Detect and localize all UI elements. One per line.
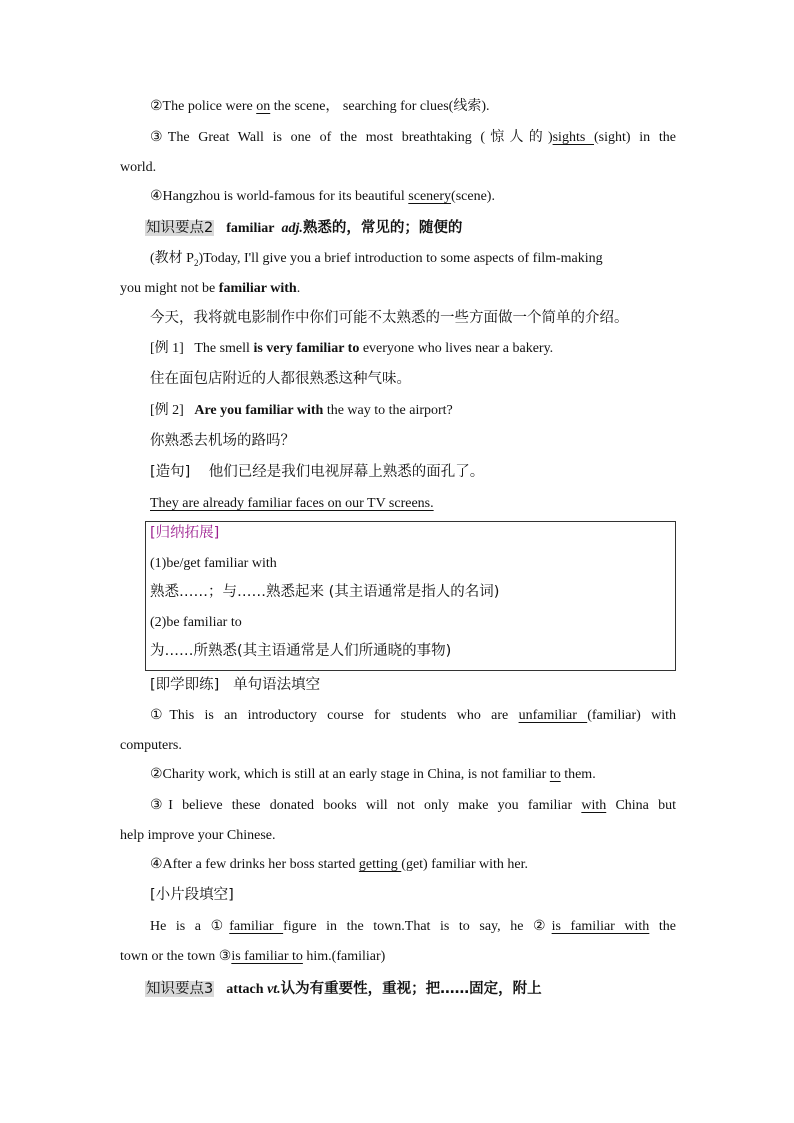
textbook-source bbox=[150, 249, 676, 273]
fill-line-1 bbox=[150, 917, 676, 937]
key-phrase: familiar with bbox=[218, 281, 297, 296]
sentence-3 bbox=[150, 128, 676, 148]
text: figure in the town.That is to say, he ② bbox=[283, 919, 552, 934]
part-of-speech: adj. bbox=[281, 221, 303, 236]
practice-q3 bbox=[150, 796, 676, 816]
answer: on bbox=[256, 99, 271, 114]
text: the scene， searching for clues(线索). bbox=[270, 99, 490, 114]
text: ①This is an introductory course for students who are bbox=[150, 708, 519, 723]
text: ②Charity work, which is still at an early stage in China, is not familiar bbox=[150, 767, 550, 782]
text: The smell bbox=[194, 341, 254, 356]
answer: is familiar to bbox=[231, 949, 303, 964]
text: the way to the airport? bbox=[323, 403, 453, 418]
example-tag: [例 1] bbox=[150, 341, 184, 356]
textbook-source-cont bbox=[120, 279, 676, 299]
answer: sights bbox=[552, 130, 595, 145]
point-tag: 知识要点3 bbox=[146, 981, 214, 997]
key-phrase: is very familiar to bbox=[253, 341, 360, 356]
example-1-translation: 住在面包店附近的人都很熟悉这种气味。 bbox=[150, 371, 411, 387]
text: China but bbox=[606, 798, 676, 813]
make-sentence-prompt: 他们已经是我们电视屏幕上熟悉的面孔了。 bbox=[208, 464, 485, 480]
summary-item-1-cn: 熟悉……；与……熟悉起来 (其主语通常是指人的名词) bbox=[150, 584, 500, 600]
textbook-translation: 今天，我将就电影制作中你们可能不太熟悉的一些方面做一个简单的介绍。 bbox=[150, 310, 629, 326]
knowledge-point-2-heading bbox=[145, 218, 701, 239]
sentence-making-answer bbox=[150, 494, 676, 514]
example-1 bbox=[150, 339, 676, 359]
text: (教材 P bbox=[150, 251, 194, 266]
summary-item-2-cn: 为……所熟悉(其主语通常是人们所通晓的事物) bbox=[150, 643, 452, 659]
answer: to bbox=[549, 767, 561, 782]
meaning: 熟悉的，常见的；随便的 bbox=[302, 220, 463, 236]
text: (sight) in the bbox=[594, 130, 676, 145]
text: . bbox=[296, 281, 301, 296]
fill-heading: [小片段填空] bbox=[150, 887, 234, 903]
make-sentence-tag: [造句] bbox=[150, 464, 191, 480]
text: them. bbox=[560, 767, 596, 782]
text: ③The Great Wall is one of the most breathtaking (惊人的) bbox=[150, 130, 553, 145]
text: ④After a few drinks her boss started bbox=[150, 857, 359, 872]
text: the bbox=[649, 919, 676, 934]
summary-item-2: (2)be familiar to bbox=[150, 615, 242, 630]
practice-q2 bbox=[150, 765, 676, 785]
text: ④Hangzhou is world-famous for its beautiful bbox=[150, 189, 409, 204]
example-2 bbox=[150, 401, 676, 421]
text: him.(familiar) bbox=[302, 949, 386, 964]
answer: They are already familiar faces on our TV screens. bbox=[150, 496, 434, 511]
text: (get) familiar with her. bbox=[401, 857, 529, 872]
meaning: 认为有重要性，重视；把……固定，附上 bbox=[280, 981, 542, 997]
answer: with bbox=[581, 798, 607, 813]
page-subscript: 2 bbox=[193, 257, 199, 268]
summary-title: [归纳拓展] bbox=[150, 525, 220, 541]
answer: getting bbox=[358, 857, 402, 872]
practice-title: 单句语法填空 bbox=[233, 677, 321, 693]
practice-q1 bbox=[150, 706, 676, 726]
text: )Today, I'll give you a brief introduction to some aspects of film-making bbox=[198, 251, 603, 266]
answer: familiar bbox=[229, 919, 284, 934]
key-phrase: Are you familiar with bbox=[194, 403, 324, 418]
text: everyone who lives near a bakery. bbox=[359, 341, 554, 356]
example-2-translation: 你熟悉去机场的路吗？ bbox=[150, 433, 295, 449]
practice-q3-cont: help improve your Chinese. bbox=[120, 828, 276, 843]
text: (scene). bbox=[451, 189, 495, 204]
sentence-2 bbox=[150, 97, 676, 117]
practice-tag: [即学即练] bbox=[150, 677, 220, 693]
text: ③I believe these donated books will not only make you familiar bbox=[150, 798, 582, 813]
text: He is a ① bbox=[150, 919, 230, 934]
answer: unfamiliar bbox=[518, 708, 588, 723]
practice-q4 bbox=[150, 855, 676, 875]
answer: scenery bbox=[408, 189, 452, 204]
point-tag: 知识要点2 bbox=[146, 220, 214, 236]
sentence-making bbox=[150, 462, 676, 482]
keyword: attach bbox=[226, 982, 264, 997]
part-of-speech: vt. bbox=[267, 982, 281, 997]
text: ②The police were bbox=[150, 99, 257, 114]
practice-q1-cont: computers. bbox=[120, 738, 182, 753]
text: town or the town ③ bbox=[120, 949, 232, 964]
knowledge-point-3-heading bbox=[145, 979, 701, 1000]
answer: is familiar with bbox=[551, 919, 650, 934]
example-tag: [例 2] bbox=[150, 403, 184, 418]
practice-heading bbox=[150, 675, 676, 695]
text: you might not be bbox=[120, 281, 219, 296]
sentence-3-cont: world. bbox=[120, 160, 157, 175]
summary-item-1: (1)be/get familiar with bbox=[150, 556, 277, 571]
sentence-4 bbox=[150, 187, 676, 207]
keyword: familiar bbox=[226, 221, 275, 236]
text: (familiar) with bbox=[587, 708, 677, 723]
fill-line-2 bbox=[120, 947, 676, 967]
